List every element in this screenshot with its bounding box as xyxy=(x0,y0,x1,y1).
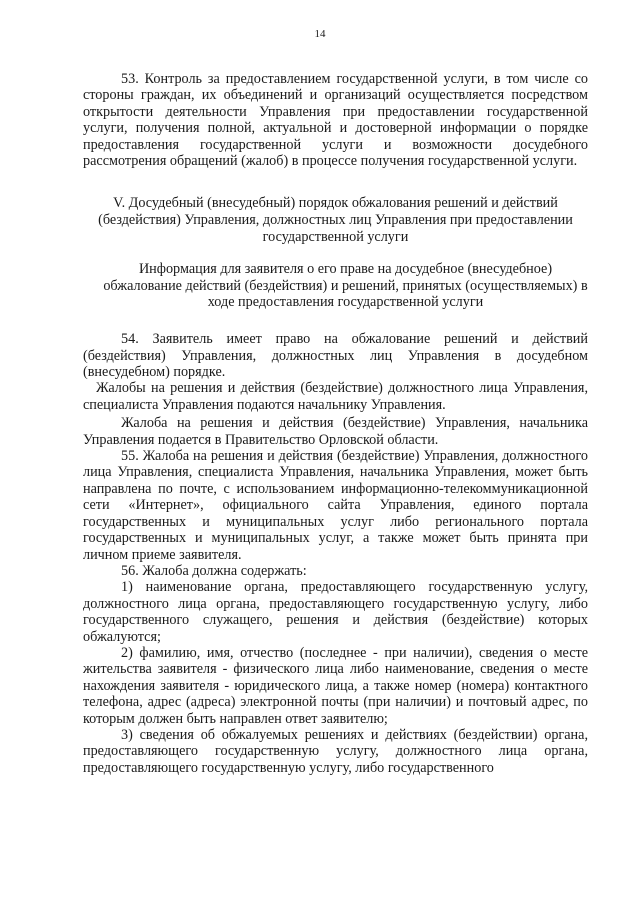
paragraph-54-complaints-head: Жалоба на решения и действия (бездействие) Управления, начальника Управления подается в Правительство Орловской области. xyxy=(83,415,588,448)
page-number: 14 xyxy=(314,28,326,40)
section-heading: V. Досудебный (внесудебный) порядок обжалования решений и действий (бездействия) Управления, должностных лиц Управления при предоставлении государственной услуги xyxy=(98,195,573,246)
subsection-heading: Информация для заявителя о его праве на досудебное (внесудебное) обжалование действий (бездействия) и решений, принятых (осуществляемых) в ходе предоставления государственной услуги xyxy=(103,260,588,311)
paragraph-56: 56. Жалоба должна содержать: xyxy=(121,562,307,579)
paragraph-53: 53. Контроль за предоставлением государственной услуги, в том числе со стороны граждан, их объединений и организаций осуществляется посредством открытости деятельности Управления при предоставлении государственной услуги, получения полной, актуальной и достоверной информации о порядке предоставления государственной услуги и возможности досудебного рассмотрения обращений (жалоб) в процессе получения государственной услуги. xyxy=(83,71,588,170)
paragraph-56-item-2: 2) фамилию, имя, отчество (последнее - при наличии), сведения о месте жительства заявителя - физического лица либо наименование, сведения о месте нахождения заявителя - юридического лица, а также номер (номера) контактного телефона, адрес (адреса) электронной почты (при наличии) и почтовый адрес, по которым должен быть направлен ответ заявителю; xyxy=(83,644,588,727)
paragraph-54-complaints-official: Жалобы на решения и действия (бездействие) должностного лица Управления, специалиста Управления подаются начальнику Управления. xyxy=(83,380,588,413)
paragraph-54: 54. Заявитель имеет право на обжалование решений и действий (бездействия) Управления, должностных лиц Управления в досудебном (внесудебном) порядке. xyxy=(83,331,588,381)
paragraph-56-item-3: 3) сведения об обжалуемых решениях и действиях (бездействии) органа, предоставляющего государственную услугу, должностного лица органа, предоставляющего государственную услугу, либо государственного xyxy=(83,726,588,776)
paragraph-55: 55. Жалоба на решения и действия (бездействие) Управления, должностного лица Управления, специалиста Управления, начальника Управления, может быть направлена по почте, с использованием информационно-телекоммуникационной сети «Интернет», официального сайта Управления, единого портала государственных и муниципальных услуг либо регионального портала государственных и муниципальных услуг, а также может быть принята при личном приеме заявителя. xyxy=(83,448,588,563)
page-content xyxy=(83,71,588,776)
paragraph-56-item-1: 1) наименование органа, предоставляющего государственную услугу, должностного лица органа, предоставляющего государственную услугу, либо государственного служащего, решения и действия (бездействие) которых обжалуются; xyxy=(83,579,588,645)
